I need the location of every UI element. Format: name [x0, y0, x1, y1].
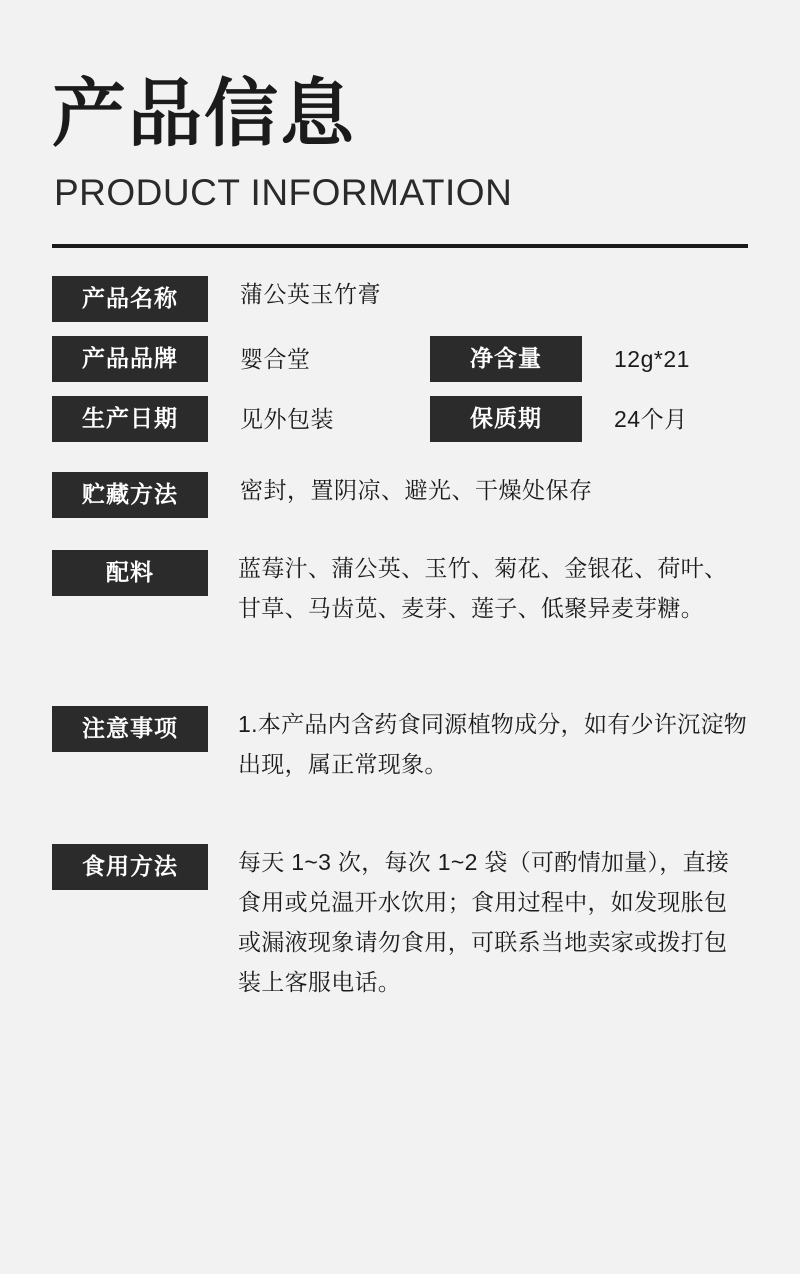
spec-value-shelf-life: 24个月: [614, 406, 688, 432]
spec-row-brand-net-content: [52, 336, 748, 382]
page-title-en: PRODUCT INFORMATION: [54, 172, 513, 213]
spec-value-production-date: 见外包装: [240, 406, 334, 432]
spec-row-usage: [52, 842, 748, 1002]
spec-row-production-shelf-life: [52, 396, 748, 442]
header-divider: [52, 244, 748, 248]
spec-row-product-name: [52, 276, 748, 322]
spec-pair-net-content: [430, 336, 690, 382]
spec-value-usage: 每天 1~3 次，每次 1~2 袋（可酌情加量），直接食用或兑温开水饮用；食用过程中，如发现胀包或漏液现象请勿食用，可联系当地卖家或拨打包装上客服电话。: [238, 849, 730, 995]
spec-value-brand: 婴合堂: [240, 346, 311, 372]
spec-label-usage: 食用方法: [52, 844, 208, 890]
spec-value-product-name: 蒲公英玉竹膏: [240, 281, 381, 307]
spec-label-brand: 产品品牌: [52, 336, 208, 382]
spec-row-notice: [52, 704, 748, 784]
spec-label-shelf-life: 保质期: [430, 396, 582, 442]
spacer: [52, 802, 748, 842]
spec-label-production-date: 生产日期: [52, 396, 208, 442]
spec-label-net-content: 净含量: [430, 336, 582, 382]
page-header: [52, 0, 748, 248]
spec-row-ingredients: [52, 548, 748, 628]
spec-value-net-content: 12g*21: [614, 346, 690, 372]
spec-label-notice: 注意事项: [52, 706, 208, 752]
spec-label-storage: 贮藏方法: [52, 472, 208, 518]
spec-list: [52, 276, 748, 1002]
spacer: [52, 646, 748, 704]
spec-row-storage: [52, 472, 748, 518]
spec-value-storage: 密封，置阴凉、避光、干燥处保存: [240, 477, 593, 503]
page-title-cn: 产品信息: [52, 72, 356, 155]
spec-pair-shelf-life: [430, 396, 688, 442]
spec-value-ingredients: 蓝莓汁、蒲公英、玉竹、菊花、金银花、荷叶、甘草、马齿苋、麦芽、莲子、低聚异麦芽糖。: [238, 555, 728, 621]
spacer: [52, 532, 748, 548]
spec-pair-production-date: [52, 396, 430, 442]
spec-label-product-name: 产品名称: [52, 276, 208, 322]
spec-value-notice: 1.本产品内含药食同源植物成分，如有少许沉淀物出现，属正常现象。: [238, 711, 748, 777]
spec-label-ingredients: 配料: [52, 550, 208, 596]
spec-pair-brand: [52, 336, 430, 382]
spacer: [52, 456, 748, 472]
